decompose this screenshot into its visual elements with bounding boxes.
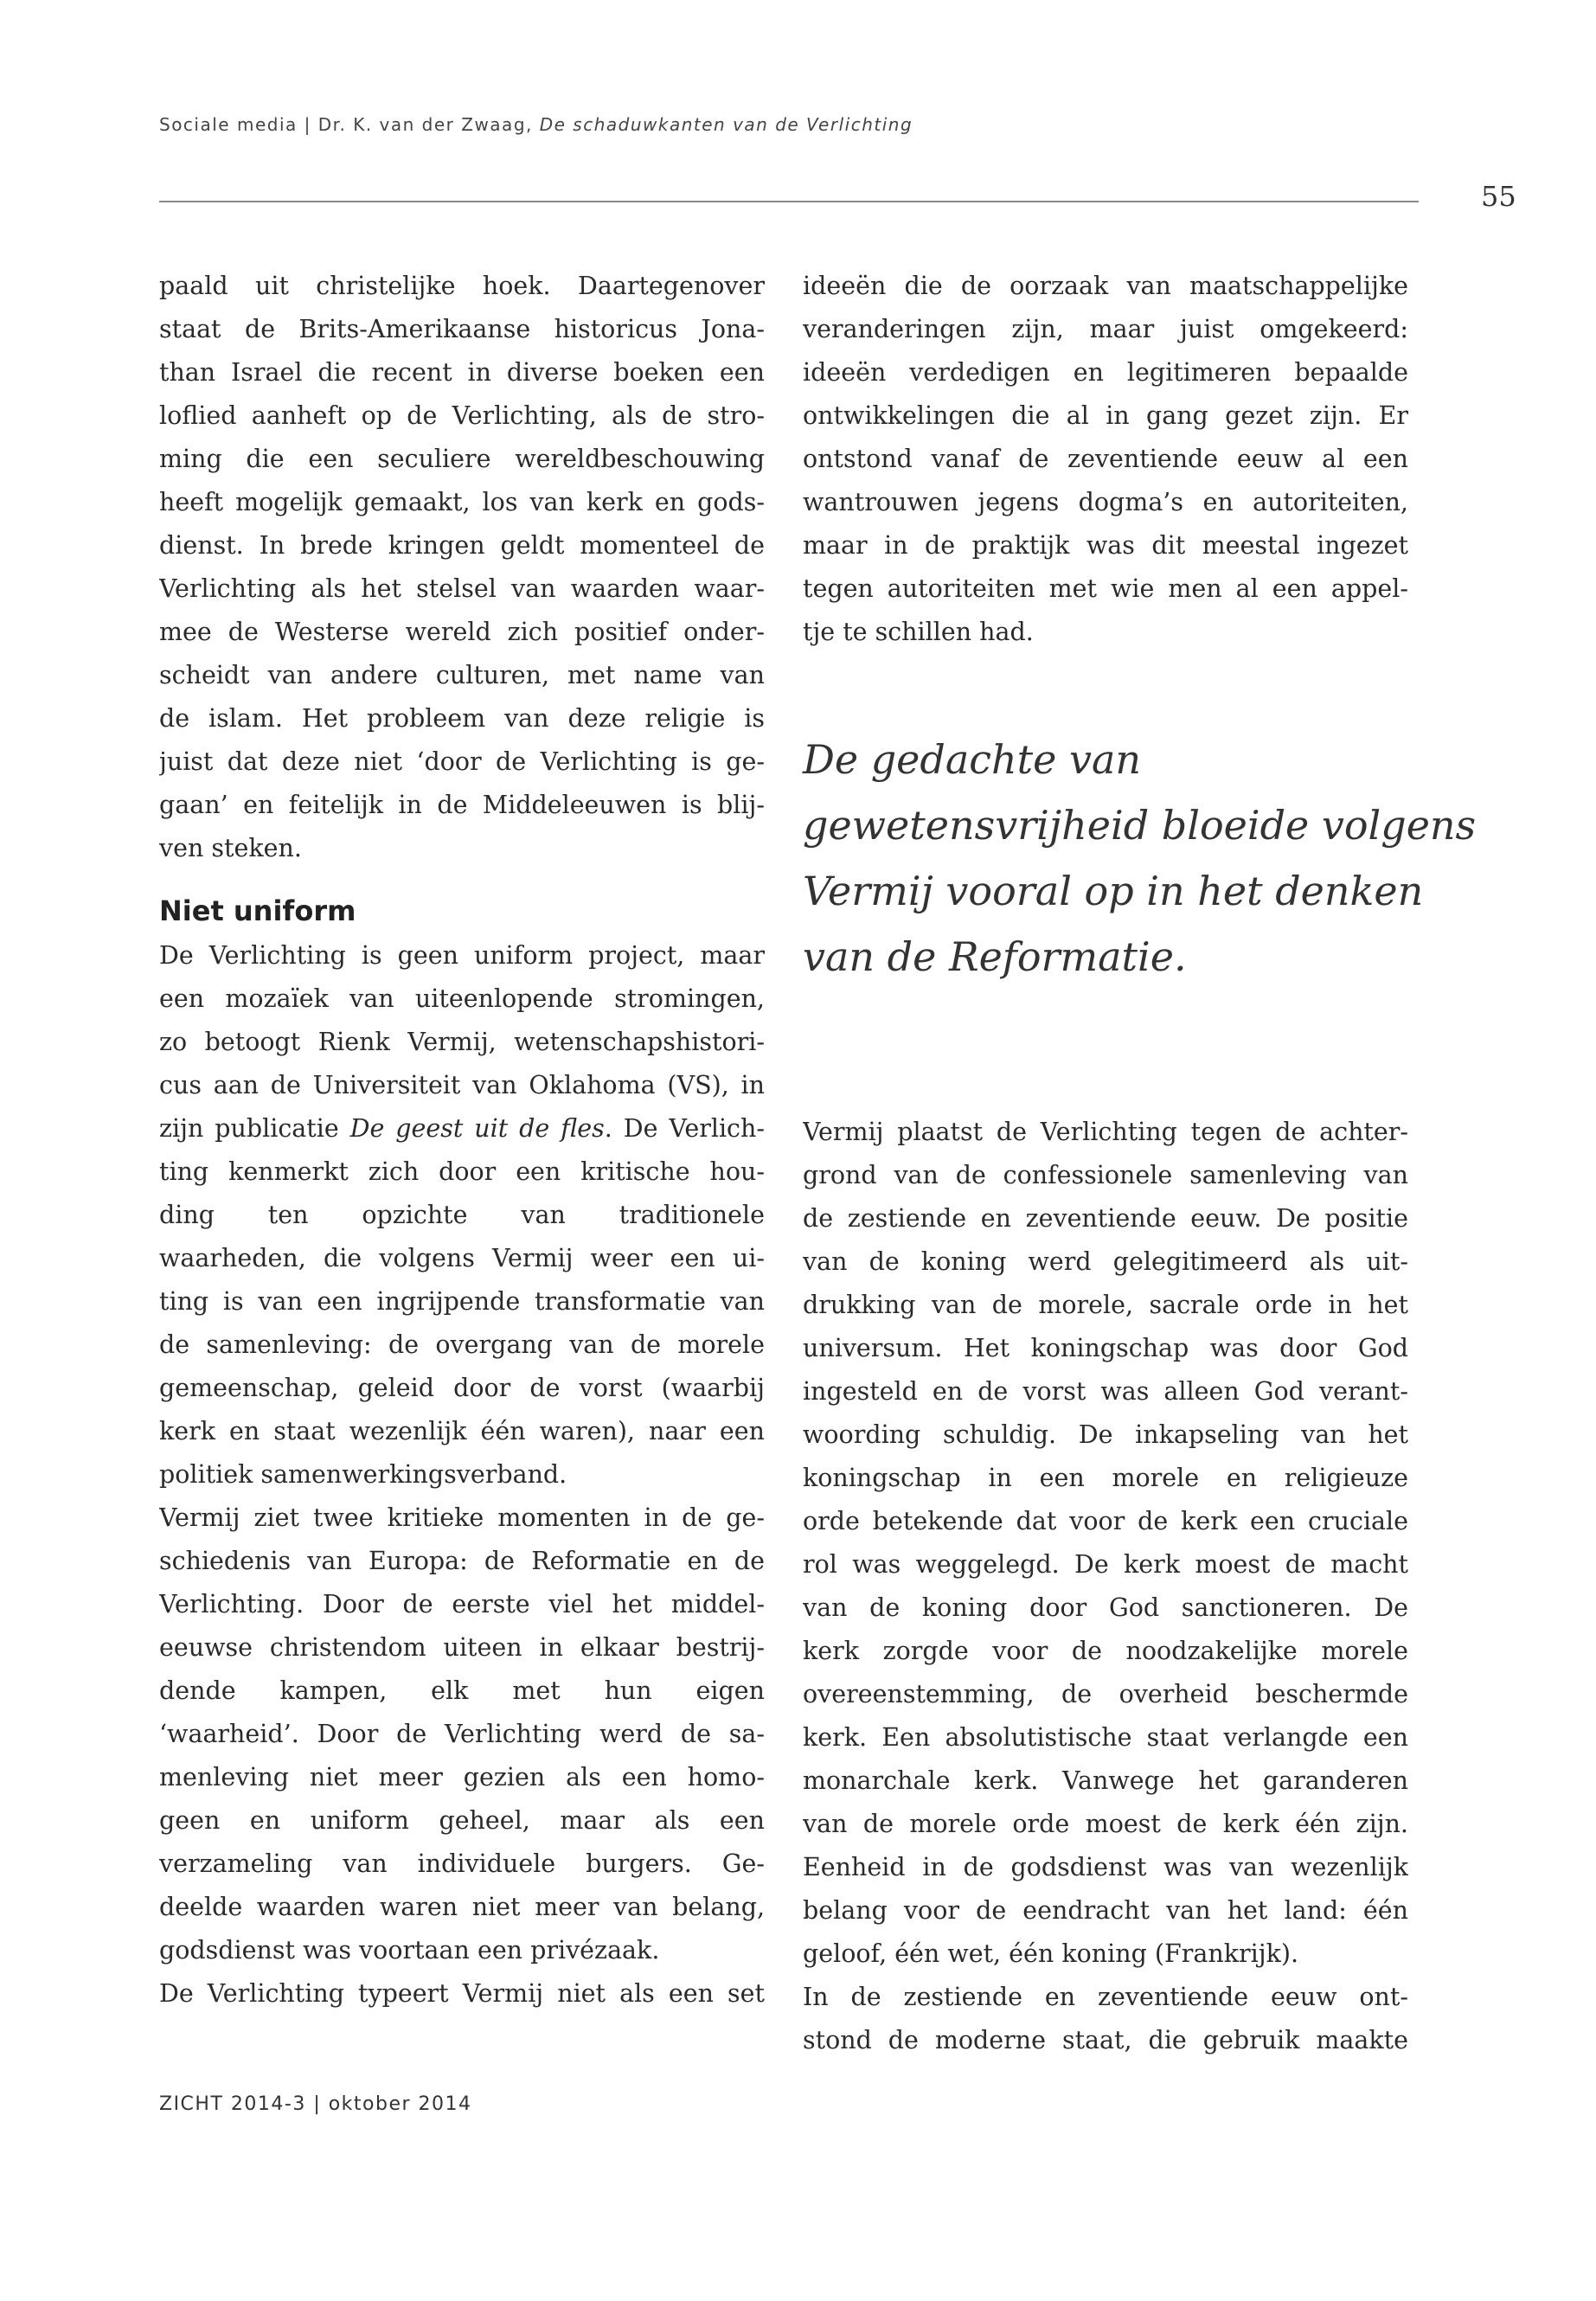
text-line: mee de Westerse wereld zich positief onder-	[159, 618, 765, 646]
running-head-prefix: Sociale media | Dr. K. van der Zwaag,	[159, 114, 540, 135]
text-line: deelde waarden waren niet meer van belang,	[159, 1893, 765, 1921]
book-title: De geest uit de fles	[349, 1114, 605, 1143]
text-line: kerk zorgde voor de noodzakelijke morele	[803, 1637, 1408, 1665]
text-line: In de zestiende en zeventiende eeuw ont-	[803, 1983, 1408, 2011]
text-line: ting kenmerkt zich door een kritische hou-	[159, 1157, 765, 1186]
text-line: geen en uniform geheel, maar als een	[159, 1806, 765, 1835]
text-fragment: . De Verlich-	[604, 1114, 765, 1143]
text-line: Verlichting. Door de eerste viel het middel-	[159, 1590, 765, 1618]
text-line: grond van de confessionele samenleving van	[803, 1161, 1408, 1189]
text-line: than Israel die recent in diverse boeken een	[159, 358, 765, 387]
header-rule	[159, 201, 1419, 202]
text-line: De Verlichting typeert Vermij niet als een set	[159, 1979, 765, 2008]
text-line: schiedenis van Europa: de Reformatie en de	[159, 1547, 765, 1575]
text-line: monarchale kerk. Vanwege het garanderen	[803, 1766, 1408, 1795]
running-head-title: De schaduwkanten van de Verlichting	[539, 114, 913, 135]
text-line-with-title	[159, 1107, 765, 1150]
pull-quote-line: van de Reformatie.	[803, 933, 1187, 980]
pull-quote-line: gewetensvrijheid bloeide volgens	[803, 802, 1477, 849]
text-line: Verlichting als het stelsel van waarden waar-	[159, 574, 765, 603]
text-line: wantrouwen jegens dogma’s en autoriteiten,	[803, 488, 1408, 516]
text-line: stond de moderne staat, die gebruik maakte	[803, 2026, 1408, 2054]
text-line: Vermij ziet twee kritieke momenten in de ge-	[159, 1503, 765, 1532]
text-line: drukking van de morele, sacrale orde in het	[803, 1291, 1408, 1319]
text-line: dienst. In brede kringen geldt momenteel de	[159, 531, 765, 560]
text-line: De Verlichting is geen uniform project, maar	[159, 941, 765, 970]
text-line: cus aan de Universiteit van Oklahoma (VS), in	[159, 1071, 765, 1099]
text-line: heeft mogelijk gemaakt, los van kerk en gods-	[159, 488, 765, 516]
text-line: van de morele orde moest de kerk één zijn.	[803, 1810, 1408, 1838]
text-line: koningschap in een morele en religieuze	[803, 1464, 1408, 1492]
text-line: de samenleving: de overgang van de morele	[159, 1330, 765, 1359]
text-line: waarheden, die volgens Vermij weer een ui-	[159, 1244, 765, 1272]
text-line: scheidt van andere culturen, met name van	[159, 661, 765, 689]
text-line: tje te schillen had.	[803, 618, 1034, 646]
text-line: universum. Het koningschap was door God	[803, 1334, 1408, 1362]
text-line: ontstond vanaf de zeventiende eeuw al een	[803, 445, 1408, 473]
page-number: 55	[1481, 180, 1516, 213]
text-line: maar in de praktijk was dit meestal ingezet	[803, 531, 1408, 560]
text-line: menleving niet meer gezien als een homo-	[159, 1763, 765, 1791]
text-line: kerk en staat wezenlijk één waren), naar een	[159, 1417, 765, 1445]
text-line: de zestiende en zeventiende eeuw. De positie	[803, 1204, 1408, 1233]
text-line: tegen autoriteiten met wie men al een appel-	[803, 574, 1408, 603]
text-line: Eenheid in de godsdienst was van wezenlijk	[803, 1853, 1408, 1881]
running-head	[159, 114, 913, 135]
pull-quote	[803, 727, 1477, 990]
text-line: ontwikkelingen die al in gang gezet zijn. Er	[803, 401, 1408, 430]
text-line: ‘waarheid’. Door de Verlichting werd de sa-	[159, 1720, 765, 1748]
text-line: een mozaïek van uiteenlopende stromingen,	[159, 984, 765, 1013]
text-line: kerk. Een absolutistische staat verlangde een	[803, 1723, 1408, 1752]
text-line: loflied aanheft op de Verlichting, als de stro-	[159, 401, 765, 430]
text-line: ideeën verdedigen en legitimeren bepaalde	[803, 358, 1408, 387]
text-line: paald uit christelijke hoek. Daartegenover	[159, 272, 765, 300]
text-line: gaan’ en feitelijk in de Middeleeuwen is blij-	[159, 791, 765, 819]
text-line: ding ten opzichte van traditionele	[159, 1201, 765, 1229]
text-line: rol was weggelegd. De kerk moest de macht	[803, 1550, 1408, 1579]
text-line: woording schuldig. De inkapseling van het	[803, 1420, 1408, 1449]
text-line: juist dat deze niet ‘door de Verlichting is ge-	[159, 747, 765, 776]
text-line: veranderingen zijn, maar juist omgekeerd:	[803, 315, 1408, 343]
text-line: belang voor de eendracht van het land: één	[803, 1896, 1408, 1925]
text-line: ven steken.	[159, 834, 302, 862]
text-line: godsdienst was voortaan een privézaak.	[159, 1936, 660, 1965]
text-fragment: zijn publicatie	[159, 1114, 350, 1143]
text-line: ingesteld en de vorst was alleen God verant-	[803, 1377, 1408, 1406]
pull-quote-line: Vermij vooral op in het denken	[803, 868, 1424, 914]
page-footer: ZICHT 2014-3 | oktober 2014	[159, 2093, 472, 2115]
pull-quote-line: De gedachte van	[803, 736, 1142, 783]
text-line: verzameling van individuele burgers. Ge-	[159, 1849, 765, 1878]
text-line: zo betoogt Rienk Vermij, wetenschapshistori-	[159, 1028, 765, 1056]
text-line: geloof, één wet, één koning (Frankrijk).	[803, 1939, 1299, 1968]
right-column	[803, 265, 1477, 2062]
text-line: staat de Brits-Amerikaanse historicus Jona-	[159, 315, 765, 343]
text-line: eeuwse christendom uiteen in elkaar bestrij-	[159, 1633, 765, 1662]
text-line: de islam. Het probleem van deze religie is	[159, 704, 765, 733]
text-line: politiek samenwerkingsverband.	[159, 1460, 567, 1489]
text-line: dende kampen, elk met hun eigen	[159, 1676, 765, 1705]
text-line: overeenstemming, de overheid beschermde	[803, 1680, 1408, 1708]
section-subheading: Niet uniform	[159, 894, 356, 927]
text-line: Vermij plaatst de Verlichting tegen de achter-	[803, 1118, 1408, 1146]
left-column	[159, 265, 765, 2016]
text-line: gemeenschap, geleid door de vorst (waarbij	[159, 1374, 765, 1402]
text-line: ideeën die de oorzaak van maatschappelijke	[803, 272, 1408, 300]
text-line: ting is van een ingrijpende transformatie van	[159, 1287, 765, 1316]
text-line: orde betekende dat voor de kerk een cruciale	[803, 1507, 1408, 1535]
text-line: ming die een seculiere wereldbeschouwing	[159, 445, 765, 473]
text-line: van de koning door God sanctioneren. De	[803, 1593, 1408, 1622]
text-line: van de koning werd gelegitimeerd als uit-	[803, 1247, 1408, 1276]
